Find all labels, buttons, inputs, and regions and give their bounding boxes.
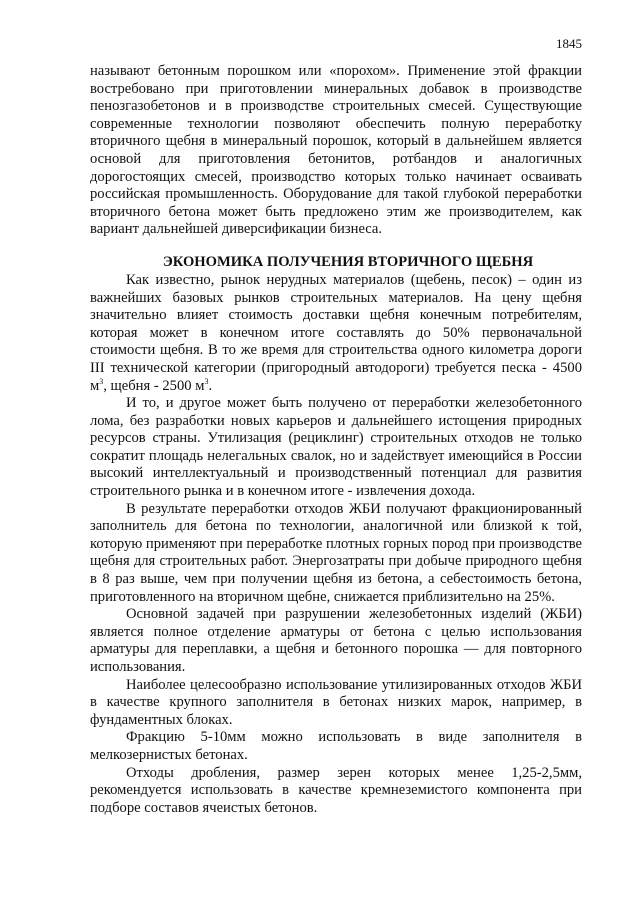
- paragraph-processing: В результате переработки отходов ЖБИ получают фракционированный заполнитель для бетона по технологии, аналогичной или близкой к той, которую применяют при переработке плотных горных пород при производстве щебня для строительных работ. Энергозатраты при добыче природного щебня в 8 раз выше, чем при получении щебня из бетона, а себестоимость бетона, приготовленного на вторичном щебне, снижается приблизительно на 25%.: [90, 500, 582, 605]
- paragraph-recycling: И то, и другое может быть получено от переработки железобетонного лома, без разработки новых карьеров и дальнейшего истощения природных ресурсов страны. Утилизация (рециклинг) строительных отходов не только сократит площадь нелегальных свалок, но и задействует имеющийся в России высокий интеллектуальный и производственный потенциал для развития строительного рынка и в конечном итоге - извлечения дохода.: [90, 395, 582, 500]
- intro-paragraph: называют бетонным порошком или «порохом». Применение этой фракции востребовано при приготовлении минеральных добавок в производстве пенозгазобетонов и в производстве строительных смесей. Существующие современные технологии позволяют обеспечить полную переработку вторичного щебня в минеральный порошок, который в дальнейшем является основой для приготовления бетонитов, ротбандов и аналогичных дорогостоящих смесей, производство которых только начинает осваивать российская промышленность. Оборудование для такой глубокой переработки вторичного бетона может быть предложено этим же производителем, как вариант дальнейшей диверсификации бизнеса.: [90, 63, 582, 238]
- paragraph-usage: Наиболее целесообразно использование утилизированных отходов ЖБИ в качестве крупного заполнителя в бетонах низких марок, например, в фундаментных блоках.: [90, 676, 582, 728]
- superscript-cubic: 3: [204, 376, 209, 386]
- page-number: 1845: [556, 36, 582, 51]
- section-heading: ЭКОНОМИКА ПОЛУЧЕНИЯ ВТОРИЧНОГО ЩЕБНЯ: [162, 253, 534, 270]
- paragraph-waste: Отходы дробления, размер зерен которых менее 1,25-2,5мм, рекомендуется использовать в качестве кремнеземистого компонента при подборе составов ячеистых бетонов.: [90, 764, 582, 816]
- superscript-cubic: 3: [99, 376, 104, 386]
- paragraph-market-end: .: [208, 377, 213, 394]
- paragraph-fraction: Фракцию 5-10мм можно использовать в виде заполнителя в мелкозернистых бетонах.: [90, 729, 582, 763]
- paragraph-market-text: Как известно, рынок нерудных материалов (щебень, песок) – один из важнейших базовых рынков строительных материалов. На цену щебня значительно влияет стоимость доставки щебня конечным потребителям, которая может в конечном итоге составлять до 50% первоначальной стоимости щебня. В то же время для строительства одного километра дороги III технической категории (пригородный автодороги) требуется песка - 4500 м: [90, 271, 582, 394]
- page-content: [90, 63, 582, 817]
- paragraph-market-mid: , щебня - 2500 м: [103, 377, 205, 394]
- paragraph-market: [90, 272, 582, 395]
- paragraph-main-task: Основной задачей при разрушении железобетонных изделий (ЖБИ) является полное отделение арматуры от бетона с целью использования арматуры для переплавки, а щебня и бетонного порошка — для повторного использования.: [90, 606, 582, 675]
